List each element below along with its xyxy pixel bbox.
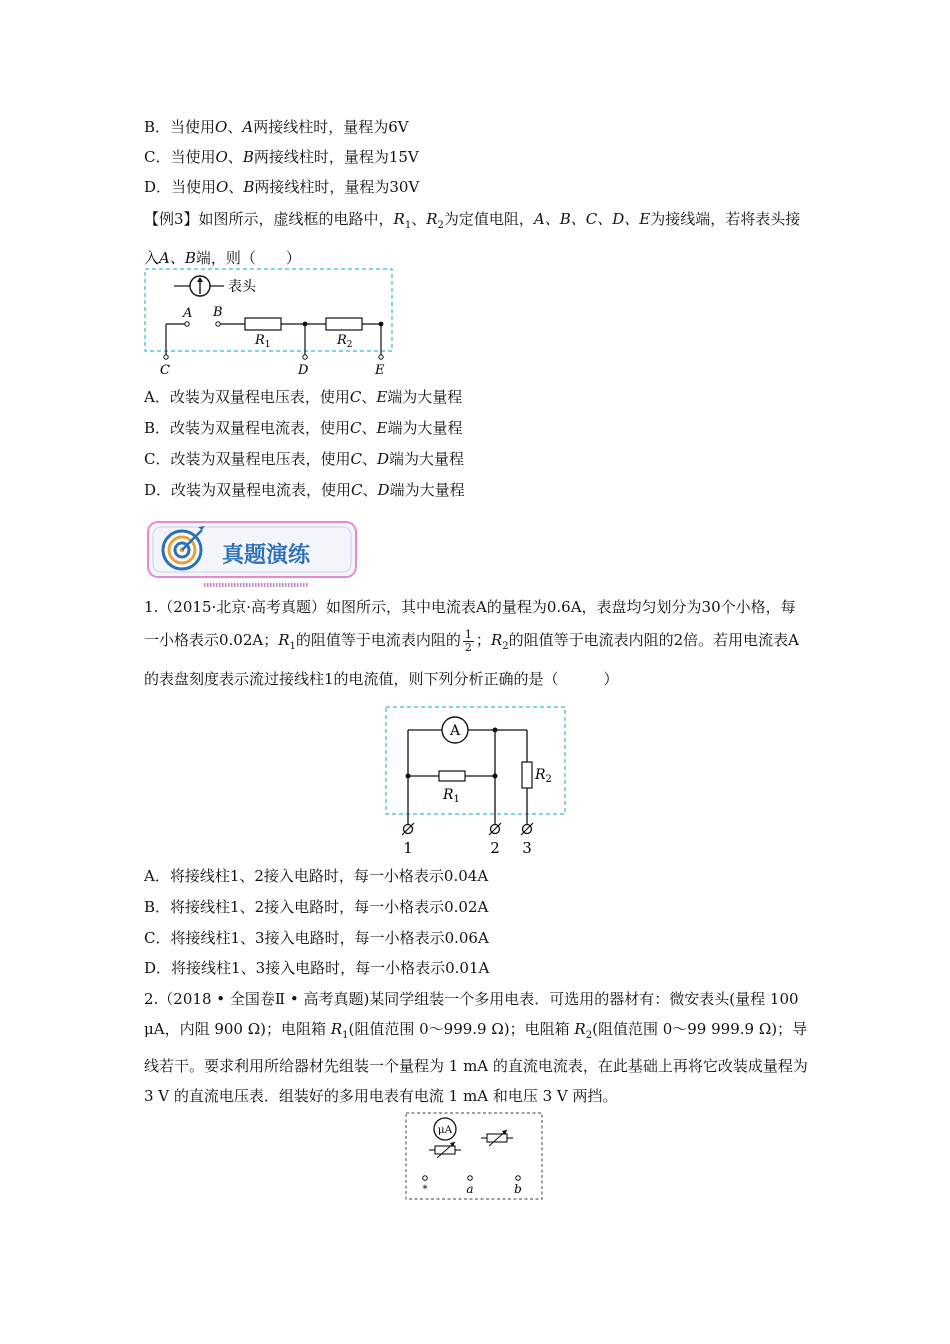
fraction-one-half: $\frac{1}{2}$ (464, 627, 472, 654)
rheostat-icon (481, 1130, 513, 1146)
terminal-3-label: 3 (522, 839, 532, 857)
terminal-a-label: A (183, 306, 193, 321)
q1-option-a: A．将接线柱1、2接入电路时，每一小格表示0.04A (144, 867, 489, 885)
q1-option-b: B．将接线柱1、2接入电路时，每一小格表示0.02A (144, 898, 489, 916)
r2-label: $R_2$ (337, 333, 353, 350)
terminal-b-label: B (213, 305, 223, 320)
resistor-r2 (522, 762, 532, 788)
terminal-1-label: 1 (403, 839, 413, 857)
resistor-r1 (439, 771, 465, 781)
r1-label: $R_1$ (255, 333, 271, 350)
banner-title: 真题演练 (222, 543, 311, 568)
example3-option-a: A．改装为双量程电压表，使用C、E端为大量程 (144, 388, 463, 406)
microammeter-label: μA (437, 1124, 453, 1136)
q1-question: 1.（2015·北京·高考真题）如图所示，其中电流表A的量程为0.6A，表盘均匀划分为30个小格，每一小格表示0.02A；$R_1$的阻值等于电流表内阻的 $\frac{1}{2}$ ；$R_2$的阻值等于电流表内阻的2倍。若用电流表A的表盘刻度表示流过接线柱1的电流值，则下列分析正确的是（ ） (144, 598, 799, 688)
resistor-r1 (245, 318, 281, 330)
terminal-e-label: E (375, 363, 385, 378)
terminal-star-label: * (422, 1184, 428, 1195)
option-prev-c: C．当使用O、B两接线柱时，量程为15V (144, 148, 419, 166)
terminal-1 (402, 823, 414, 835)
example3-circuit-figure (140, 264, 400, 380)
terminal-a-label: a (466, 1182, 474, 1196)
terminal-b-label: b (514, 1182, 522, 1196)
rheostat-icon (429, 1142, 461, 1158)
example3-option-d: D．改装为双量程电流表，使用C、D端为大量程 (144, 481, 465, 499)
example3-option-c: C．改装为双量程电压表，使用C、D端为大量程 (144, 450, 465, 468)
resistor-r2 (326, 318, 362, 330)
ammeter-label: A (449, 723, 461, 739)
section-banner (144, 518, 364, 590)
q1-option-c: C．将接线柱1、3接入电路时，每一小格表示0.06A (144, 929, 489, 947)
q2-figure (403, 1110, 545, 1205)
dashed-box (386, 707, 565, 814)
terminal-2 (489, 823, 501, 835)
terminal-d-label: D (298, 363, 309, 378)
option-prev-d: D．当使用O、B两接线柱时，量程为30V (144, 178, 420, 196)
example3-option-b: B．改装为双量程电流表，使用C、E端为大量程 (144, 419, 463, 437)
q2-question: 2.（2018 • 全国卷Ⅱ • 高考真题)某同学组装一个多用电表．可选用的器材有：微安表头(量程 100 μA，内阻 900 Ω)；电阻箱 $R_1$(阻值范围 0～999.9 Ω)；电阻箱 $R_2$(阻值范围 0～99 999.9 Ω)；导线若干。要求利用所给器材先组装一个量程为 1 mA 的直流电流表，在此基础上再将它改装成量程为 3 V 的直流电压表．组装好的多用电表有电流 1 mA 和电压 3 V 两挡。 (144, 990, 808, 1105)
meter-label: 表头 (228, 279, 256, 295)
q1-option-d: D．将接线柱1、3接入电路时，每一小格表示0.01A (144, 959, 490, 977)
r2-label: $R_2$ (535, 767, 552, 785)
option-prev-b: B．当使用O、A两接线柱时，量程为6V (144, 118, 409, 136)
example3-question: 【例3】如图所示，虚线框的电路中，$R_1$、$R_2$为定值电阻，A、B、C、D、E为接线端，若将表头接入A、B端，则（ ） (144, 210, 801, 267)
terminal-3 (521, 823, 533, 835)
terminal-c-label: C (160, 363, 170, 378)
terminal-2-label: 2 (490, 839, 500, 857)
q1-circuit-figure (380, 703, 570, 858)
r1-label: $R_1$ (443, 787, 460, 805)
